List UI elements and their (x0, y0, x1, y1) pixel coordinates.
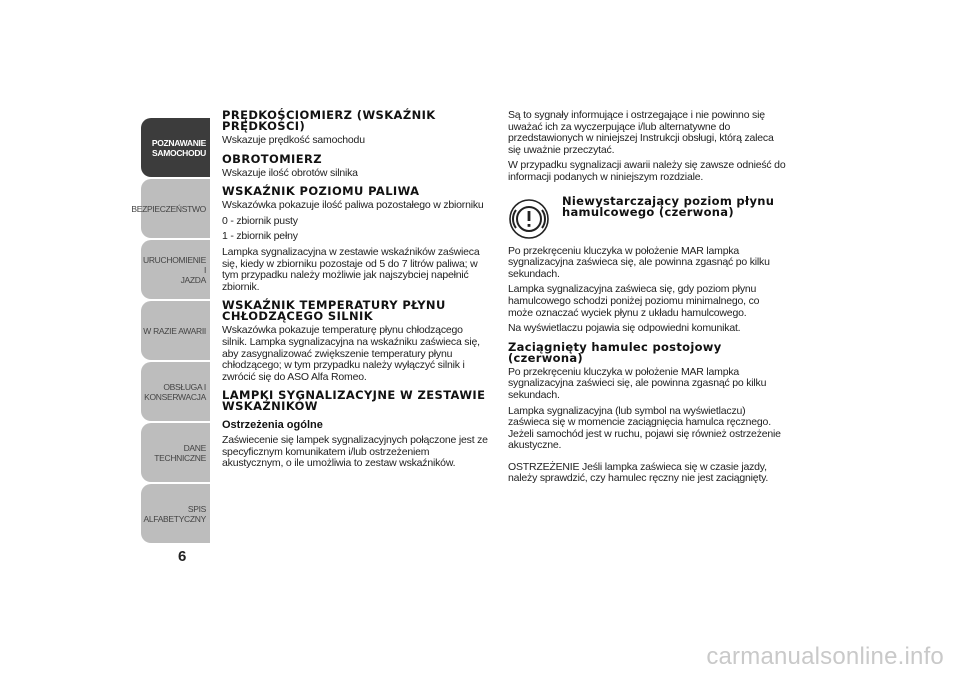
fuel-heading: WSKAŹNIK POZIOMU PALIWA (222, 184, 420, 199)
tab-obsluga-i-konserwacja[interactable] (141, 362, 210, 421)
tab-w-razie-awarii[interactable] (141, 301, 210, 360)
lamps-text: Zaświecenie się lampek sygnalizacyjnych połączone jest ze specyficznym komunikatem i/lub ostrzeżeniem akustycznym, o ile umożliwia to zestaw wskaźników. (222, 433, 488, 470)
tab-poznawanie-samochodu[interactable] (141, 118, 210, 177)
lamps-heading: LAMPKI SYGNALIZACYJNE W ZESTAWIE WSKAŹNIKÓW (222, 388, 486, 414)
tab-spis-alfabetyczny[interactable] (141, 484, 210, 543)
brake-warning-icon (508, 198, 550, 240)
parking-brake-warning: OSTRZEŻENIE Jeśli lampka zaświeca się w czasie jazdy, należy sprawdzić, czy hamulec ręczny nie jest zaciągnięty. (508, 460, 769, 485)
brake-fluid-heading: Niewystarczający poziom płynu hamulcowego (czerwona) (562, 193, 775, 219)
page-number: 6 (178, 548, 187, 565)
watermark: carmanualsonline.info (706, 643, 944, 670)
tab-label: DANE TECHNICZNE (154, 442, 206, 463)
parking-brake-text-2: Lampka sygnalizacyjna (lub symbol na wyświetlaczu) zaświeca się w momencie zaciągnięcia hamulca ręcznego. Jeżeli samochód jest w ruchu, pojawi się również ostrzeżenie akustyczne. (508, 404, 781, 452)
parking-brake-section (508, 339, 786, 485)
tachometer-text: Wskazuje ilość obrotów silnika (222, 166, 358, 179)
tachometer-section (222, 151, 490, 180)
chapter-tabs (131, 118, 210, 545)
fuel-warning-text: Lampka sygnalizacyjna w zestawie wskaźników zaświeca się, kiedy w zbiorniku pozostaje od 5 do 7 litrów paliwa; w tym przypadku należy możliwie jak najszybciej napełnić zbiornik. (222, 245, 480, 293)
tab-label: W RAZIE AWARII (143, 325, 206, 336)
fuel-section (222, 186, 490, 293)
fuel-full-text: 1 - zbiornik pełny (222, 230, 298, 243)
fuel-empty-text: 0 - zbiornik pusty (222, 214, 298, 227)
speedometer-section (222, 110, 490, 147)
coolant-heading: WSKAŹNIK TEMPERATURY PŁYNU CHŁODZĄCEGO SILNIK (222, 298, 446, 324)
speedometer-heading: PRĘDKOŚCIOMIERZ (WSKAŹNIK PRĘDKOŚCI) (222, 108, 436, 133)
tab-label: POZNAWANIE SAMOCHODU (151, 137, 206, 158)
tachometer-heading: OBROTOMIERZ (222, 151, 322, 166)
speedometer-text: Wskazuje prędkość samochodu (222, 134, 365, 146)
coolant-section (222, 300, 490, 383)
tab-label: URUCHOMIENIE I JAZDA (143, 254, 206, 285)
brake-fluid-text: Po przekręceniu kluczyka w położenie MAR lampka sygnalizacyjna zaświeca się, ale powinna zgasnąć po kilku sekundach. (508, 244, 770, 280)
coolant-text: Wskazówka pokazuje temperaturę płynu chłodzącego silnik. Lampka sygnalizacyjna na wskaźniku zaświeca się, aby zasygnalizować zwiększenie temperatury płynu chłodzącego; w tym przypadku należy wyłączyć silnik i zwrócić się do ASO Alfa Romeo. (222, 324, 480, 383)
brake-fluid-warning (508, 193, 786, 240)
brake-fluid-text-3: Na wyświetlaczu pojawia się odpowiedni komunikat. (508, 322, 741, 335)
tab-uruchomienie-i-jazda[interactable] (141, 240, 210, 299)
brake-fluid-text-2: Lampka sygnalizacyjna zaświeca się, gdy poziom płynu hamulcowego schodzi poniżej poziomu minimalnego, co może oznaczać wyciek płynu z układu hamulcowego. (508, 283, 760, 319)
parking-brake-heading: Zaciągnięty hamulec postojowy (czerwona) (508, 339, 722, 365)
tab-label: SPIS ALFABETYCZNY (143, 503, 206, 524)
tab-label: BEZPIECZEŃSTWO (131, 203, 206, 214)
fuel-text: Wskazówka pokazuje ilość paliwa pozostałego w zbiorniku (222, 199, 484, 212)
intro-text: Są to sygnały informujące i ostrzegające i nie powinno się uważać ich za wyczerpujące i/lub alternatywne do przedstawionych w niniejszej Instrukcji obsługi, którą zaleca się uważnie przeczytać. (508, 109, 774, 156)
intro-text-2: W przypadku sygnalizacji awarii należy się zawsze odnieść do informacji podanych w niniejszym rozdziale. (508, 159, 786, 183)
parking-brake-text: Po przekręceniu kluczyka w położenie MAR lampka sygnalizacyjna zaświeci się, ale powinna zgasnąć po kilku sekundach. (508, 365, 767, 401)
tab-bezpieczenstwo[interactable] (131, 179, 210, 238)
lamps-subheading: Ostrzeżenia ogólne (222, 419, 323, 432)
tab-dane-techniczne[interactable] (141, 423, 210, 482)
right-column (508, 110, 786, 489)
tab-label: OBSŁUGA I KONSERWACJA (144, 381, 206, 402)
lamps-section (222, 390, 490, 469)
left-column (222, 110, 490, 474)
